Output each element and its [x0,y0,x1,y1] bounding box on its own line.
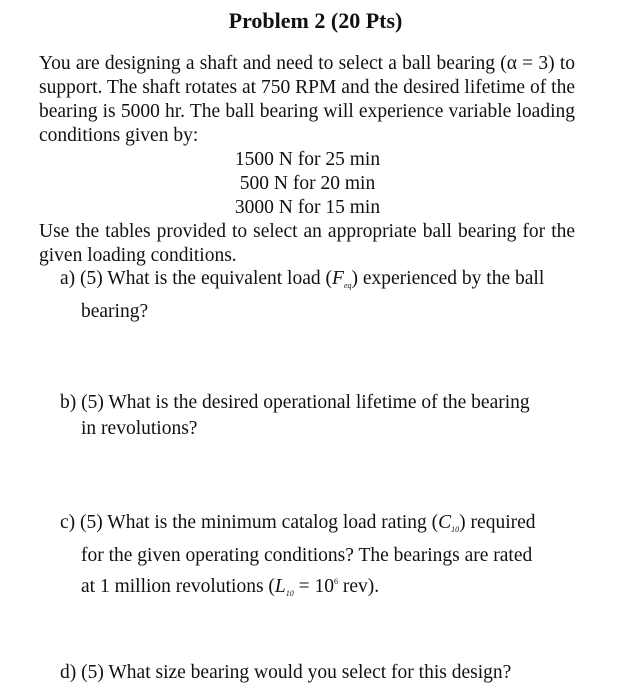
question-b-line: b) (5) What is the desired operational lifetime of the bearing [60,392,530,413]
question-c-line: c) (5) What is the minimum catalog load rating $(C_{10})$ required [60,512,536,534]
question-b [60,390,576,442]
loading-conditions [0,148,615,220]
question-c [60,510,576,607]
question-b-line: in revolutions? [81,418,198,439]
question-a-line: a) (5) What is the equivalent load $(F_{eq})$ experienced by the ball [60,268,545,290]
question-d-line: d) (5) What size bearing would you select for this design? [60,662,512,683]
question-c-line: for the given operating conditions? The bearings are rated [81,545,533,566]
question-d [60,660,576,686]
load-condition: 1500 N for 25 min [234,149,381,170]
instructions-line: Use the tables provided to select an appropriate ball bearing for [39,221,546,242]
intro-line: You are designing a shaft and need to select a ball bearing (α = [39,53,534,74]
intro-line: lifetime of the bearing is 5000 hr. The ball bearing will [39,77,575,122]
question-a-line: bearing? [81,301,149,322]
problem-title: Problem 2 (20 Pts) [228,8,403,33]
instructions [39,220,575,268]
question-c-line: at 1 million revolutions ($L_{10} = 10^6$ rev). [81,576,380,598]
intro-line: 3) to support. The shaft rotates at 750 RPM and the desired [39,53,575,98]
intro-line: experience variable loading conditions given by: [39,101,575,146]
load-condition: 500 N for 20 min [239,173,376,194]
problem-intro [39,52,575,148]
question-a [60,266,576,325]
load-condition: 3000 N for 15 min [234,197,381,218]
instructions-line: the given loading conditions. [39,221,576,266]
